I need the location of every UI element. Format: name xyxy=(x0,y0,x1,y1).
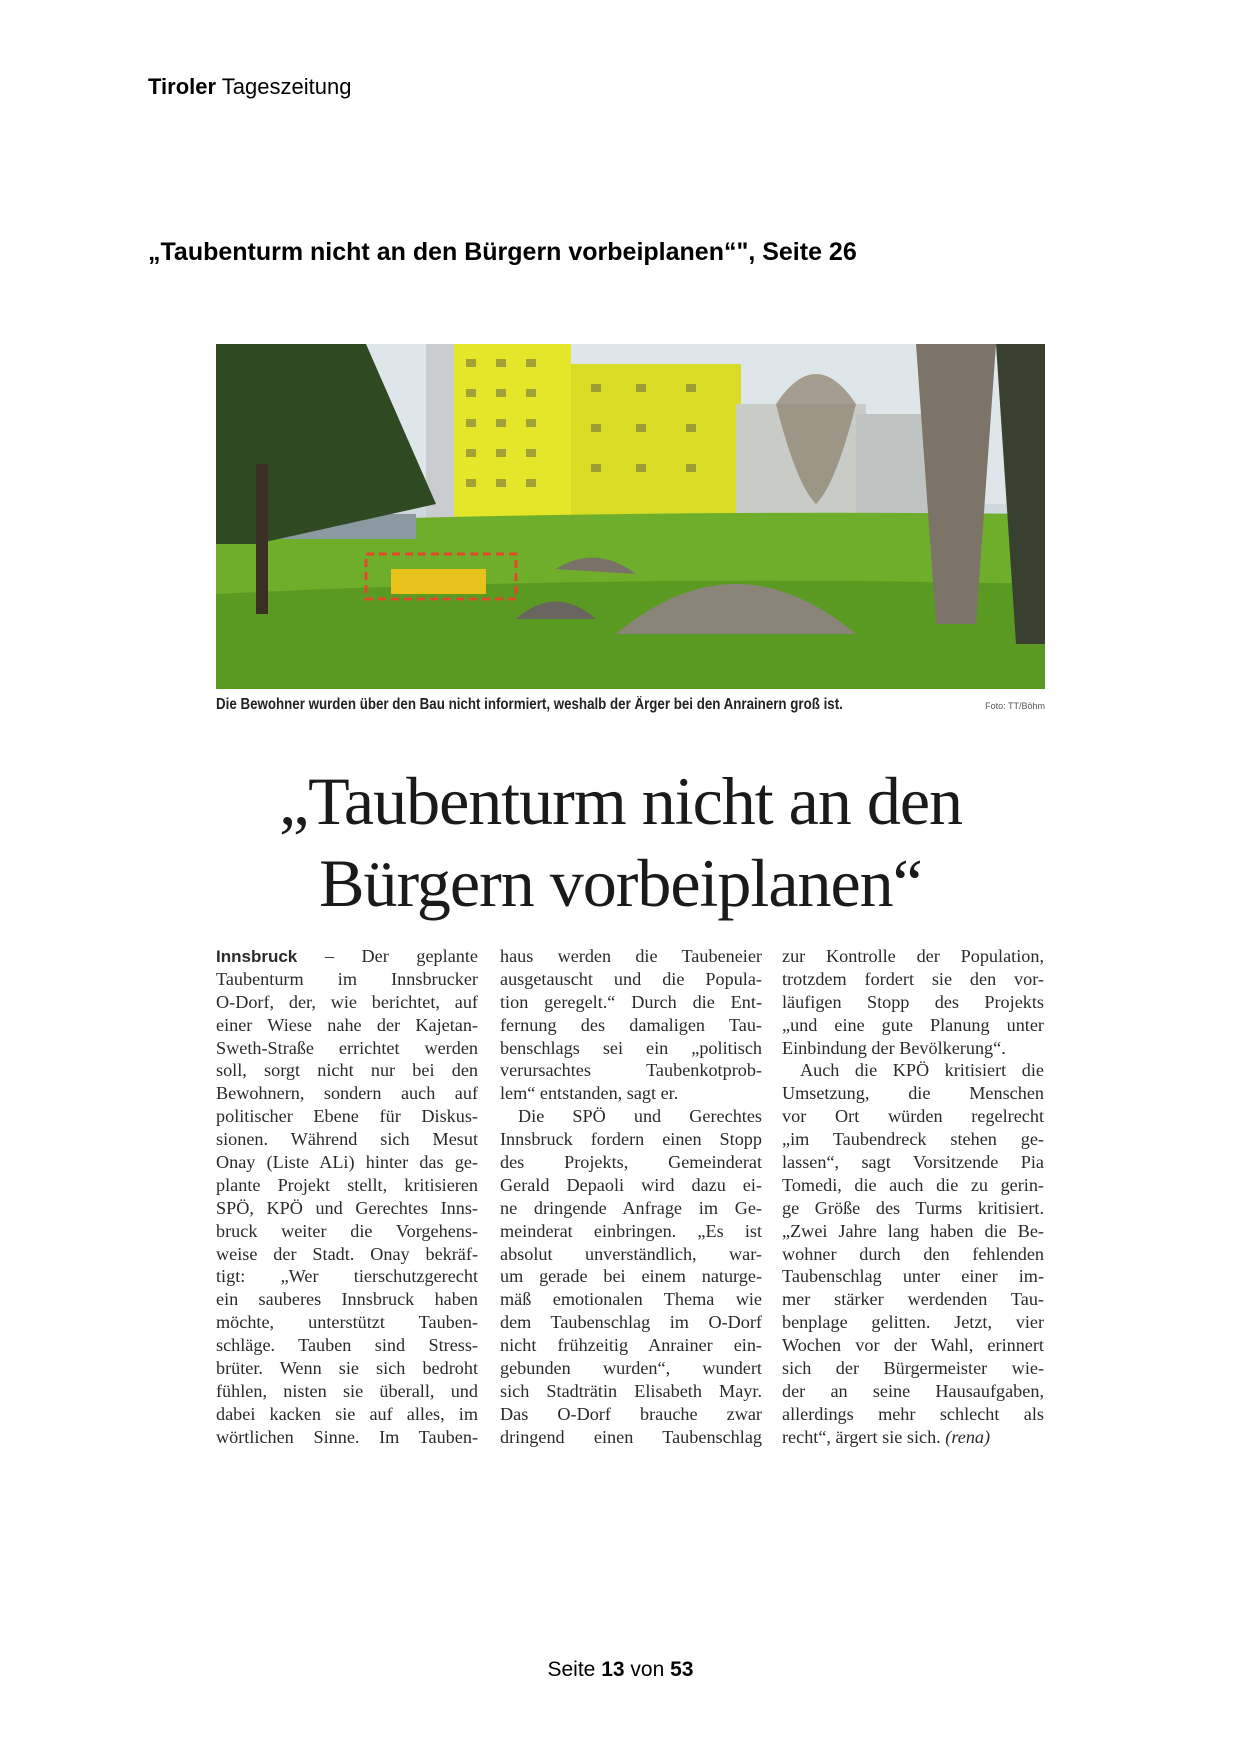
article-line xyxy=(500,1243,762,1266)
article-line-text: Innsbruck fordern einen Stopp xyxy=(500,1129,762,1150)
article-line-text: ein sauberes Innsbruck haben xyxy=(216,1289,478,1310)
article-line xyxy=(782,1243,1044,1266)
article-line xyxy=(782,1334,1044,1357)
article-line-text: „im Taubendreck stehen ge- xyxy=(782,1129,1044,1150)
article-line-text: wörtlichen Sinne. Im Tauben- xyxy=(216,1426,478,1447)
article-line-text: der an seine Hausaufgaben, xyxy=(782,1380,1044,1401)
article-line-text: ge Größe des Turms kritisiert. xyxy=(782,1197,1044,1218)
article-line xyxy=(782,1357,1044,1380)
article-line-text: um gerade bei einem naturge- xyxy=(500,1266,762,1287)
article-line-text: schläge. Tauben sind Stress- xyxy=(216,1335,478,1356)
article-line xyxy=(500,1197,762,1220)
total-pages: 53 xyxy=(670,1658,694,1681)
article-line-text: fernung des damaligen Tau- xyxy=(500,1014,762,1035)
article-line xyxy=(782,1082,1044,1105)
article-line xyxy=(782,1426,1044,1449)
brand-rest: Tageszeitung xyxy=(221,74,352,99)
article-line-text: recht“, ärgert sie sich. xyxy=(782,1426,946,1447)
article-line-text: sich der Bürgermeister wie- xyxy=(782,1358,1044,1379)
article-line xyxy=(216,1265,478,1288)
article-line-text: Umsetzung, die Menschen xyxy=(782,1083,1044,1104)
article-line xyxy=(782,968,1044,991)
article-line xyxy=(782,1197,1044,1220)
article-line-text: SPÖ, KPÖ und Gerechtes Inns- xyxy=(216,1197,478,1218)
article-line xyxy=(216,1334,478,1357)
article-line xyxy=(500,1105,762,1128)
article-line xyxy=(782,1059,1044,1082)
article-line xyxy=(500,968,762,991)
article-line-text: Das O-Dorf brauche zwar xyxy=(500,1403,762,1424)
article-line-text: des Projekts, Gemeinderat xyxy=(500,1152,762,1173)
article-column-3 xyxy=(782,945,1044,1449)
article-line xyxy=(500,1037,762,1060)
article-column-1 xyxy=(216,945,478,1449)
article-line xyxy=(782,1220,1044,1243)
article-line-text: einer Wiese nahe der Kajetan- xyxy=(216,1014,478,1035)
article-line xyxy=(216,1220,478,1243)
brand-bold: Tiroler xyxy=(148,74,217,99)
article-line xyxy=(782,1311,1044,1334)
article-line-text: meinderat einbringen. „Es ist xyxy=(500,1220,762,1241)
article-line xyxy=(216,1082,478,1105)
article-line-text: Einbindung der Bevölkerung“. xyxy=(782,1037,1006,1058)
article-line-text: „Zwei Jahre lang haben die Be- xyxy=(782,1220,1044,1241)
article-line xyxy=(216,945,478,968)
article-line xyxy=(500,1128,762,1151)
article-line xyxy=(782,1151,1044,1174)
photo-caption: Die Bewohner wurden über den Bau nicht informiert, weshalb der Ärger bei den Anrainern groß ist. xyxy=(216,696,843,713)
article-line-text: ne dringende Anfrage im Ge- xyxy=(500,1197,762,1218)
article-line xyxy=(782,1174,1044,1197)
article-line-text: trotzdem fordert sie den vor- xyxy=(782,968,1044,989)
article-line-text: – Der geplante xyxy=(297,946,478,966)
article-line xyxy=(216,1174,478,1197)
article-line xyxy=(216,1311,478,1334)
article-line xyxy=(500,1059,762,1082)
article-line-text: Taubenschlag unter einer im- xyxy=(782,1266,1044,1287)
publication-name xyxy=(148,74,351,100)
article-line-text: benplage gelitten. Jetzt, vier xyxy=(782,1312,1044,1333)
page-number xyxy=(0,1658,1241,1682)
article-line xyxy=(782,1128,1044,1151)
article-line xyxy=(500,1014,762,1037)
article-line-text: Tomedi, die auch die zu gerin- xyxy=(782,1174,1044,1195)
article-line-text: plante Projekt stellt, kritisieren xyxy=(216,1174,478,1195)
article-line-text: nicht frühzeitig Anrainer ein- xyxy=(500,1335,762,1356)
article-line-text: wohner durch den fehlenden xyxy=(782,1243,1044,1264)
article-line xyxy=(500,1403,762,1426)
article-line xyxy=(216,1014,478,1037)
article-line-text: lassen“, sagt Vorsitzende Pia xyxy=(782,1152,1044,1173)
article-line xyxy=(216,1288,478,1311)
article-line xyxy=(216,1403,478,1426)
article-line-text: dringend einen Taubenschlag xyxy=(500,1426,762,1447)
article-line-text: läufigen Stopp des Projekts xyxy=(782,991,1044,1012)
article-line xyxy=(500,945,762,968)
article-line xyxy=(782,1037,1044,1060)
article-line xyxy=(500,1151,762,1174)
article-line xyxy=(782,1014,1044,1037)
article-line xyxy=(782,991,1044,1014)
article-line-text: politischer Ebene für Diskus- xyxy=(216,1106,478,1127)
article-line xyxy=(216,1197,478,1220)
article-line xyxy=(500,1426,762,1449)
article-line xyxy=(782,1105,1044,1128)
article-line xyxy=(500,1311,762,1334)
article-line-text: haus werden die Taubeneier xyxy=(500,946,762,966)
article-line xyxy=(216,991,478,1014)
article-line-text: tion geregelt.“ Durch die Ent- xyxy=(500,991,762,1012)
article-line-text: verursachtes Taubenkotprob- xyxy=(500,1060,762,1081)
article-line-text: zur Kontrolle der Population, xyxy=(782,946,1044,966)
article-line xyxy=(216,1380,478,1403)
article-line-text: Wochen vor der Wahl, erinnert xyxy=(782,1335,1044,1356)
article-line xyxy=(216,1105,478,1128)
page-prefix: Seite xyxy=(547,1658,596,1681)
article-line-text: allerdings mehr schlecht als xyxy=(782,1403,1044,1424)
dateline: Innsbruck xyxy=(216,947,298,966)
headline-line-1: „Taubenturm nicht an den xyxy=(278,763,963,839)
article-line-text: brüter. Wenn sie sich bedroht xyxy=(216,1358,478,1379)
article-line-text: gebunden wurden“, wundert xyxy=(500,1358,762,1379)
article-line-text: lem“ entstanden, sagt er. xyxy=(500,1083,679,1104)
article-line-text: Sweth-Straße errichtet werden xyxy=(216,1037,478,1058)
article-line-text: sionen. Während sich Mesut xyxy=(216,1129,478,1150)
article-line xyxy=(216,1151,478,1174)
article-line-text: dem Taubenschlag im O-Dorf xyxy=(500,1312,762,1333)
article-line-text: Gerald Depaoli wird dazu ei- xyxy=(500,1174,762,1195)
article-line-text: soll, sorgt nicht nur bei den xyxy=(216,1060,478,1081)
author-signoff: (rena) xyxy=(945,1426,991,1447)
photo-illustration xyxy=(216,344,1045,689)
article-line-text: „und eine gute Planung unter xyxy=(782,1014,1044,1035)
article-headline xyxy=(0,760,1241,924)
article-line-text: dabei kacken sie auf alles, im xyxy=(216,1403,478,1424)
article-line xyxy=(216,1128,478,1151)
article-line xyxy=(500,1265,762,1288)
article-line xyxy=(500,1082,762,1105)
article-line xyxy=(782,1265,1044,1288)
article-line-text: benschlags sei ein „politisch xyxy=(500,1037,762,1058)
article-line xyxy=(500,1334,762,1357)
article-line-text: sich Stadträtin Elisabeth Mayr. xyxy=(500,1380,762,1401)
article-line-text: tigt: „Wer tierschutzgerecht xyxy=(216,1266,478,1287)
article-line xyxy=(216,1243,478,1266)
article-line-text: Auch die KPÖ kritisiert die xyxy=(800,1060,1044,1081)
article-line xyxy=(500,1380,762,1403)
article-line xyxy=(500,991,762,1014)
headline-line-2: Bürgern vorbeiplanen“ xyxy=(319,845,922,921)
article-line-text: bruck weiter die Vorgehens- xyxy=(216,1220,478,1241)
article-photo xyxy=(216,344,1045,689)
article-line-text: vor Ort würden regelrecht xyxy=(782,1106,1044,1127)
article-line-text: ausgetauscht und die Popula- xyxy=(500,968,762,989)
article-line xyxy=(782,945,1044,968)
article-line-text: O-Dorf, der, wie berichtet, auf xyxy=(216,991,478,1012)
article-line xyxy=(500,1288,762,1311)
article-line xyxy=(216,1037,478,1060)
article-line xyxy=(216,1426,478,1449)
article-line-text: fühlen, nisten sie überall, und xyxy=(216,1380,478,1401)
article-line xyxy=(216,968,478,991)
article-line xyxy=(782,1288,1044,1311)
article-line xyxy=(216,1059,478,1082)
article-line xyxy=(782,1380,1044,1403)
article-line xyxy=(216,1357,478,1380)
article-line-text: absolut unverständlich, war- xyxy=(500,1243,762,1264)
page-of: von xyxy=(630,1658,665,1681)
article-line-text: Taubenturm im Innsbrucker xyxy=(216,968,478,989)
article-line xyxy=(500,1357,762,1380)
article-line-text: Onay (Liste ALi) hinter das ge- xyxy=(216,1152,478,1173)
article-line xyxy=(500,1220,762,1243)
article-line xyxy=(782,1403,1044,1426)
article-line xyxy=(500,1174,762,1197)
article-column-2 xyxy=(500,945,762,1449)
article-line-text: möchte, unterstützt Tauben- xyxy=(216,1312,478,1333)
article-line-text: Die SPÖ und Gerechtes xyxy=(518,1106,762,1127)
article-line-text: mäß emotionalen Thema wie xyxy=(500,1289,762,1310)
article-reference-title: „Taubenturm nicht an den Bürgern vorbeiplanen“", Seite 26 xyxy=(148,238,857,266)
current-page: 13 xyxy=(601,1658,625,1681)
article-line-text: mer stärker werdenden Tau- xyxy=(782,1289,1044,1310)
article-line-text: Bewohnern, sondern auch auf xyxy=(216,1083,478,1104)
photo-credit: Foto: TT/Böhm xyxy=(985,701,1045,711)
article-line-text: weise der Stadt. Onay bekräf- xyxy=(216,1243,478,1264)
